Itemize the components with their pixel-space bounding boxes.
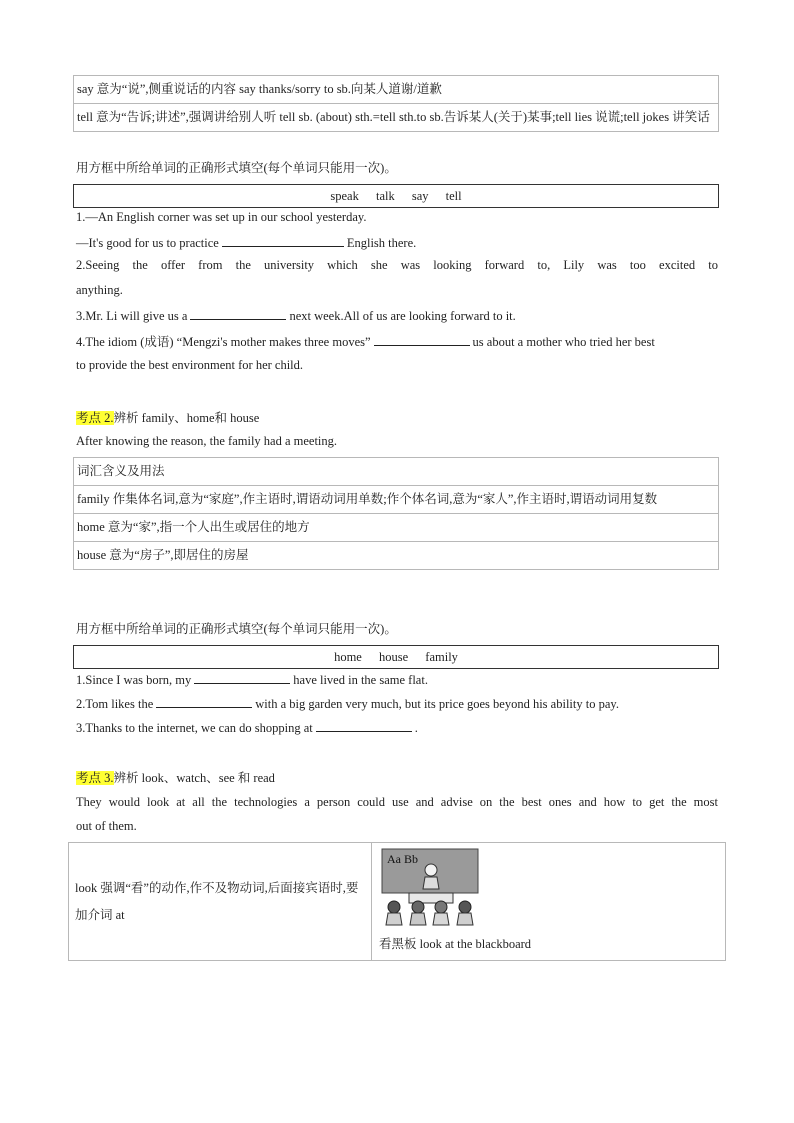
table-header: 词汇含义及用法 [74, 458, 719, 486]
family-home-house-table [73, 457, 719, 570]
home-row: home 意为“家”,指一个人出生或居住的地方 [74, 514, 719, 542]
answer-blank[interactable] [222, 234, 344, 247]
exercise1-word-box [73, 184, 719, 208]
word-house: house [378, 650, 409, 664]
word-talk: talk [375, 189, 395, 203]
word-family: family [425, 650, 458, 664]
tell-row: tell 意为“告诉;讲述”,强调讲给别人听 tell sb. (about) sth.=tell sth.to sb.告诉某人(关于)某事;tell lies 说谎;tell jokes 讲笑话 [74, 104, 719, 132]
look-desc: look 强调“看”的动作,作不及物动词,后面接宾语时,要加介词 at [75, 880, 359, 922]
kaodian3-heading [76, 768, 275, 786]
house-row: house 意为“房子”,即居住的房屋 [74, 542, 719, 570]
kaodian3-tag: 考点 3. [76, 771, 114, 785]
exercise1-q2-line1: 2.Seeing the offer from the university which she was looking forward to, Lily was too excited to [76, 258, 718, 272]
kaodian2-tag: 考点 2. [76, 411, 114, 425]
word-speak: speak [330, 189, 359, 203]
look-desc-cell [69, 843, 372, 961]
exercise2-q2: 2.Tom likes the with a big garden very much, but its price goes beyond his ability to pay. [76, 697, 619, 711]
board-text: Aa Bb [387, 852, 418, 866]
kaodian3-example-line1: They would look at all the technologies a person could use and advise on the best ones and how to get the most [76, 795, 718, 809]
answer-blank[interactable] [374, 333, 470, 346]
kaodian3-title: 辨析 look、watch、see 和 read [113, 771, 275, 785]
say-tell-table [73, 75, 719, 132]
exercise1-q4-line2: to provide the best environment for her child. [76, 358, 304, 372]
exercise1-q1a: 1.—An English corner was set up in our school yesterday. [76, 210, 367, 224]
word-say: say [411, 189, 429, 203]
exercise1-q2-line2: anything. [76, 283, 123, 297]
classroom-icon [379, 847, 479, 927]
look-image-cell [372, 843, 726, 961]
answer-blank[interactable] [190, 307, 286, 320]
exercise1-q1b: —It's good for us to practice English there. [76, 236, 417, 250]
exercise1-q3: 3.Mr. Li will give us a next week.All of us are looking forward to it. [76, 309, 516, 323]
kaodian2-heading [76, 408, 259, 426]
answer-blank[interactable] [194, 671, 290, 684]
say-row: say 意为“说”,侧重说话的内容 say thanks/sorry to sb.向某人道谢/道歉 [74, 76, 719, 104]
word-tell: tell [445, 189, 462, 203]
exercise2-instruction: 用方框中所给单词的正确形式填空(每个单词只能用一次)。 [76, 622, 397, 636]
exercise2-word-box [73, 645, 719, 669]
exercise1-instruction: 用方框中所给单词的正确形式填空(每个单词只能用一次)。 [76, 161, 397, 175]
blackboard-illustration [379, 847, 479, 927]
answer-blank[interactable] [156, 695, 252, 708]
family-row: family 作集体名词,意为“家庭”,作主语时,谓语动词用单数;作个体名词,意为“家人”,作主语时,谓语动词用复数 [74, 486, 719, 514]
kaodian2-example: After knowing the reason, the family had a meeting. [76, 434, 338, 448]
exercise2-q1: 1.Since I was born, my have lived in the same flat. [76, 673, 428, 687]
kaodian2-title: 辨析 family、home和 house [113, 411, 260, 425]
exercise1-q4: 4.The idiom (成语) “Mengzi's mother makes three moves” us about a mother who tried her best [76, 335, 655, 349]
image-caption: 看黑板 look at the blackboard [379, 937, 532, 951]
exercise2-q3: 3.Thanks to the internet, we can do shopping at . [76, 721, 418, 735]
answer-blank[interactable] [316, 719, 412, 732]
word-home: home [334, 650, 362, 664]
kaodian3-example-line2: out of them. [76, 819, 137, 833]
look-table [68, 842, 726, 961]
